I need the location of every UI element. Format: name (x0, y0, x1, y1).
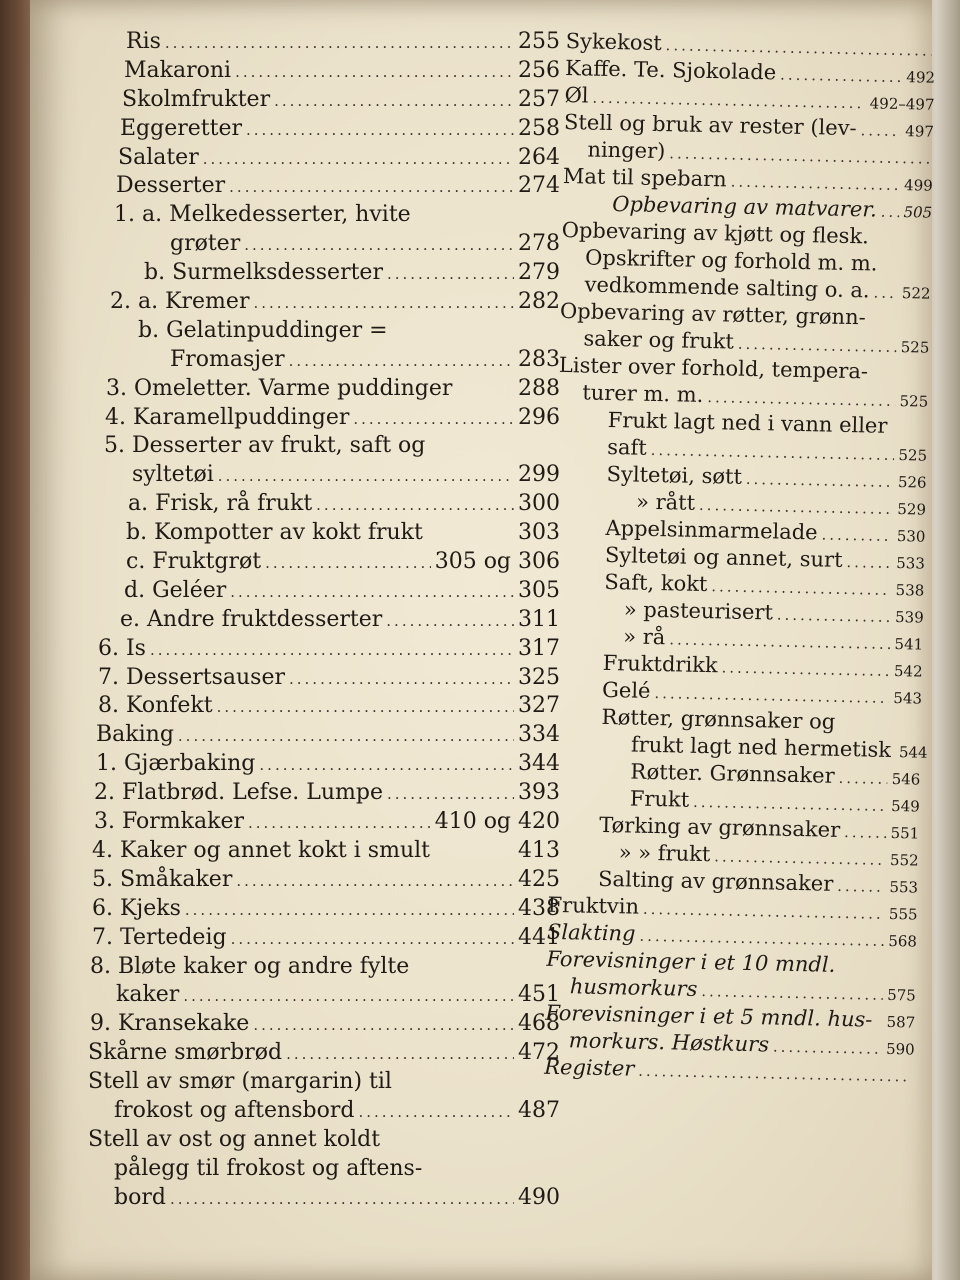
index-entry (88, 1068, 560, 1097)
entry-page-number: 305 (518, 577, 560, 603)
index-column-right (544, 28, 936, 1089)
entry-page-number: 334 (518, 722, 560, 748)
index-entry (88, 981, 560, 1010)
entry-label: Opbevaring av matvarer. (612, 192, 878, 222)
index-entry (88, 577, 560, 606)
entry-label: Ris (126, 29, 161, 54)
entry-page-number: 533 (896, 554, 926, 573)
index-entry (88, 432, 560, 461)
entry-page-number: 255 (518, 29, 560, 54)
entry-page-number: 492–497 (869, 94, 935, 114)
leader-dots (259, 751, 514, 780)
leader-dots (235, 58, 514, 87)
entry-page-number: 283 (518, 346, 560, 372)
entry-page-number: 543 (893, 689, 923, 708)
index-entry (88, 86, 560, 115)
leader-dots (253, 1011, 514, 1040)
entry-page-number: 492 (906, 68, 936, 87)
leader-dots (203, 145, 514, 174)
entry-label: Mat til spebarn (562, 163, 727, 192)
entry-label: 7. Dessertsauser (98, 664, 285, 690)
leader-dots (839, 729, 917, 731)
entry-page-number: 590 (885, 1039, 915, 1059)
entry-page-number: 438 (518, 895, 560, 921)
entry-label: Appelsinmarmelade (605, 515, 818, 545)
leader-dots (872, 378, 925, 379)
leader-dots (165, 29, 514, 58)
entry-label: Fruktdrikk (602, 650, 718, 678)
index-entry (88, 924, 560, 953)
leader-dots (844, 819, 887, 847)
entry-label: d. Geléer (124, 577, 227, 603)
entry-label: 1. a. Melkedesserter, hvite (114, 202, 411, 228)
entry-page-number: 288 (518, 375, 560, 401)
entry-page-number: 542 (893, 662, 923, 681)
leader-dots (777, 602, 892, 631)
entry-label: saft (606, 434, 647, 460)
index-entry (88, 490, 560, 519)
entry-label: 2. Flatbrød. Lefse. Lumpe (94, 780, 383, 806)
entry-label: morkurs. Høstkurs (568, 1028, 770, 1057)
entry-page-number: 499 (903, 176, 933, 195)
index-entry (88, 1010, 560, 1039)
index-entry (88, 635, 560, 664)
entry-label: 8. Konfekt (98, 693, 213, 719)
entry-label: Lister over forhold, tempera- (558, 352, 869, 384)
leader-dots (236, 867, 514, 896)
entry-label: 9. Kransekake (90, 1011, 250, 1037)
entry-label: » rå (623, 624, 666, 650)
index-entry (88, 692, 560, 721)
entry-page-number: 413 (518, 837, 560, 863)
entry-page-number: 539 (894, 608, 924, 627)
entry-label: Røtter. Grønnsaker (630, 759, 835, 788)
entry-page-number: 344 (518, 751, 560, 777)
entry-label: 5. Småkaker (92, 866, 233, 892)
leader-dots (246, 116, 514, 145)
index-entry (88, 837, 560, 866)
leader-dots (891, 433, 923, 434)
leader-dots (170, 1185, 514, 1214)
entry-label: Gelé (601, 677, 651, 703)
entry-page-number: 568 (888, 931, 918, 951)
index-entry (88, 144, 560, 173)
index-entry (88, 808, 560, 837)
index-entry (88, 259, 560, 288)
entry-page-number: 274 (518, 173, 560, 199)
leader-dots (870, 324, 926, 325)
entry-label: Baking (96, 722, 174, 748)
entry-page-number: 296 (518, 404, 560, 430)
entry-label: 6. Is (98, 635, 146, 661)
leader-dots (353, 405, 514, 434)
entry-label: Fromasjer (170, 346, 285, 372)
leader-dots (183, 982, 514, 1011)
index-entry (88, 230, 560, 259)
entry-label: Sykekost (565, 28, 662, 56)
entry-page-number: 325 (518, 664, 560, 690)
entry-label: Kaffe. Te. Sjokolade (564, 55, 777, 85)
entry-label: kaker (116, 982, 180, 1008)
entry-page-number: 530 (896, 527, 926, 546)
entry-label: 3. Omeletter. Varme puddinger (106, 375, 453, 401)
leader-dots (185, 896, 514, 925)
book-spine (0, 0, 34, 1280)
entry-label: Fruktvin (547, 892, 640, 919)
entry-label: Skolmfrukter (122, 86, 271, 112)
index-entry (88, 548, 560, 577)
entry-page-number: 587 (886, 1012, 916, 1032)
leader-dots (316, 491, 514, 520)
entry-label: turer m. m. (582, 380, 704, 407)
entry-label: Frukt lagt ned i vann eller (607, 407, 888, 438)
leader-dots (286, 1040, 514, 1069)
entry-label: Makaroni (124, 57, 232, 83)
index-entry (88, 404, 560, 433)
book-page (30, 0, 936, 1280)
index-entry (88, 346, 560, 375)
entry-label: frokost og aftensbord (114, 1097, 355, 1123)
entry-page-number: 529 (897, 500, 927, 519)
entry-page-number: 282 (518, 289, 560, 315)
leader-dots (218, 462, 514, 491)
index-entry (88, 866, 560, 895)
entry-label: vedkommende salting o. a. (584, 272, 870, 303)
entry-label: b. Gelatinpuddinger = (138, 317, 388, 343)
leader-dots (821, 521, 893, 549)
entry-label: Syltetøi og annet, surt (604, 542, 843, 572)
entry-page-number: 257 (518, 86, 560, 112)
index-entry (88, 172, 560, 201)
entry-page-number: 525 (900, 338, 930, 357)
entry-label: » » frukt (618, 840, 711, 867)
index-entry (88, 288, 560, 317)
entry-page-number: 549 (890, 796, 920, 816)
entry-label: » pasteurisert (623, 597, 774, 625)
entry-label: ninger) (587, 137, 666, 164)
leader-dots (229, 173, 514, 202)
entry-label: Desserter (116, 173, 226, 199)
index-entry (88, 115, 560, 144)
entry-label: 6. Kjeks (92, 895, 181, 921)
entry-label: Salater (118, 144, 199, 170)
entry-page-number: 264 (518, 144, 560, 170)
entry-label: 5. Desserter av frukt, saft og (104, 433, 426, 459)
entry-page-number: 468 (518, 1011, 560, 1037)
leader-dots (274, 87, 514, 116)
entry-label: 3. Formkaker (94, 809, 244, 835)
index-entry (88, 895, 560, 924)
entry-label: 2. a. Kremer (110, 289, 250, 315)
entry-label: Saft, kokt (604, 569, 708, 597)
entry-page-number: 258 (518, 115, 560, 141)
leader-dots (638, 1058, 910, 1091)
index-entry (88, 1155, 560, 1184)
entry-label: Syltetøi, søtt (606, 461, 743, 489)
entry-page-number: 487 (518, 1097, 560, 1123)
entry-label: a. Frisk, rå frukt (128, 491, 313, 517)
entry-page-number: 425 (518, 866, 560, 892)
entry-label: 4. Kaker og annet kokt i smult (92, 837, 430, 863)
leader-dots (178, 722, 514, 751)
entry-label: Stell og bruk av rester (lev- (563, 109, 857, 141)
leader-dots (838, 765, 888, 793)
leader-dots (386, 607, 514, 636)
entry-label: b. Surmelksdesserter (144, 260, 383, 286)
entry-page-number: 278 (518, 231, 560, 257)
entry-page-number: 256 (518, 57, 560, 83)
index-entry (88, 606, 560, 635)
entry-page-number: 525 (898, 446, 928, 465)
entry-label: Opbevaring av kjøtt og flesk. (561, 217, 870, 249)
index-entry (88, 1097, 560, 1126)
leader-dots (387, 260, 514, 289)
leader-dots (880, 199, 899, 226)
leader-dots (773, 1034, 883, 1063)
entry-page-number: 305 og 306 (434, 549, 560, 575)
index-entry (88, 461, 560, 490)
index-entry (88, 317, 560, 346)
entry-page-number: 525 (899, 392, 929, 411)
entry-label: saker og frukt (583, 326, 735, 354)
entry-label: 4. Karamellpuddinger (105, 404, 350, 430)
leader-dots (873, 280, 898, 308)
leader-dots (289, 347, 514, 376)
leader-dots (248, 809, 431, 838)
entry-page-number: 393 (518, 780, 560, 806)
entry-label: Frukt (629, 786, 690, 812)
entry-label: c. Fruktgrøt (126, 549, 262, 575)
entry-page-number: 299 (518, 462, 560, 488)
leader-dots (746, 466, 895, 496)
leader-dots (387, 780, 514, 809)
leader-dots (873, 243, 928, 244)
leader-dots (289, 665, 514, 694)
entry-label: Salting av grønnsaker (597, 866, 834, 896)
entry-label: syltetøi (132, 462, 214, 488)
leader-dots (231, 925, 514, 954)
entry-page-number: 279 (518, 260, 560, 286)
entry-page-number: 451 (518, 982, 560, 1008)
leader-dots (358, 1098, 514, 1127)
entry-page-number: 441 (518, 924, 560, 950)
index-entry (88, 519, 560, 548)
leader-dots (721, 654, 890, 685)
leader-dots (780, 61, 903, 91)
entry-page-number: 575 (886, 985, 917, 1005)
entry-label: » rått (635, 489, 696, 515)
entry-page-number: 490 (518, 1184, 560, 1210)
leader-dots (217, 693, 514, 722)
entry-page-number: 553 (889, 877, 919, 897)
leader-dots (150, 636, 514, 665)
index-entry (88, 1126, 560, 1155)
entry-label: e. Andre fruktdesserter (120, 606, 383, 632)
entry-page-number: 538 (895, 581, 925, 600)
leader-dots (837, 873, 886, 901)
entry-label: grøter (170, 231, 241, 257)
entry-label: frukt lagt ned hermetisk (630, 732, 892, 762)
entry-label: 1. Gjærbaking (96, 751, 256, 777)
entry-label: Røtter, grønnsaker og (601, 704, 836, 734)
entry-label: Eggeretter (120, 115, 242, 141)
index-entry (88, 721, 560, 750)
entry-label: Opskrifter og forhold m. m. (584, 245, 878, 276)
leader-dots (244, 231, 514, 260)
entry-page-number: 300 (518, 491, 560, 517)
entry-page-number: 551 (890, 823, 920, 843)
leader-dots (253, 289, 514, 318)
index-entry (88, 1184, 560, 1213)
entry-page-number: 472 (518, 1040, 560, 1066)
index-entry (88, 201, 560, 230)
entry-label: Stell av ost og annet koldt (88, 1126, 381, 1152)
entry-label: bord (114, 1184, 166, 1210)
entry-page-number: 555 (888, 904, 918, 924)
entry-page-number: 544 (898, 743, 928, 762)
entry-label: Øl (564, 82, 589, 108)
entry-label: b. Kompotter av kokt frukt (126, 520, 423, 546)
index-entry (88, 953, 560, 982)
index-entry (88, 28, 560, 57)
entry-page-number: 552 (889, 850, 919, 870)
entry-page-number: 327 (518, 693, 560, 719)
entry-label: Opbevaring av røtter, grønn- (559, 298, 866, 330)
leader-dots (839, 972, 912, 974)
leader-dots (860, 117, 901, 145)
entry-label: Tørking av grønnsaker (599, 812, 841, 842)
entry-label: Register (543, 1054, 635, 1081)
entry-label: Forevisninger i et 10 mndl. (546, 946, 836, 977)
index-entry (88, 1039, 560, 1068)
entry-label: 7. Tertedeig (92, 924, 227, 950)
index-entry (88, 779, 560, 808)
entry-page-number: 522 (901, 284, 931, 303)
index-column-left (88, 28, 560, 1213)
entry-label: pålegg til frokost og aftens- (114, 1155, 423, 1181)
entry-page-number: 311 (518, 606, 560, 632)
entry-page-number: 317 (518, 635, 560, 661)
entry-label: Skårne smørbrød (88, 1040, 283, 1066)
entry-page-number: 505 (903, 203, 933, 222)
leader-dots (846, 549, 892, 577)
entry-label: Forevisninger i et 5 mndl. hus- (545, 1000, 873, 1032)
entry-page-number: 303 (518, 520, 560, 546)
index-entry (88, 750, 560, 779)
leader-dots (881, 271, 927, 272)
entry-page-number: 410 og 420 (434, 809, 560, 835)
entry-page-number: 497 (905, 122, 935, 141)
entry-label: husmorkurs (569, 974, 698, 1001)
entry-page-number: 526 (897, 473, 927, 492)
index-entry (88, 375, 560, 404)
leader-dots (230, 578, 514, 607)
entry-label: 8. Bløte kaker og andre fylte (90, 953, 410, 979)
entry-page-number: 541 (894, 635, 924, 654)
entry-label: Stell av smør (margarin) til (88, 1069, 392, 1095)
leader-dots (265, 549, 431, 578)
index-entry (88, 664, 560, 693)
entry-page-number: 546 (891, 769, 921, 789)
entry-label: Slakting (546, 919, 636, 946)
index-entry (88, 57, 560, 86)
